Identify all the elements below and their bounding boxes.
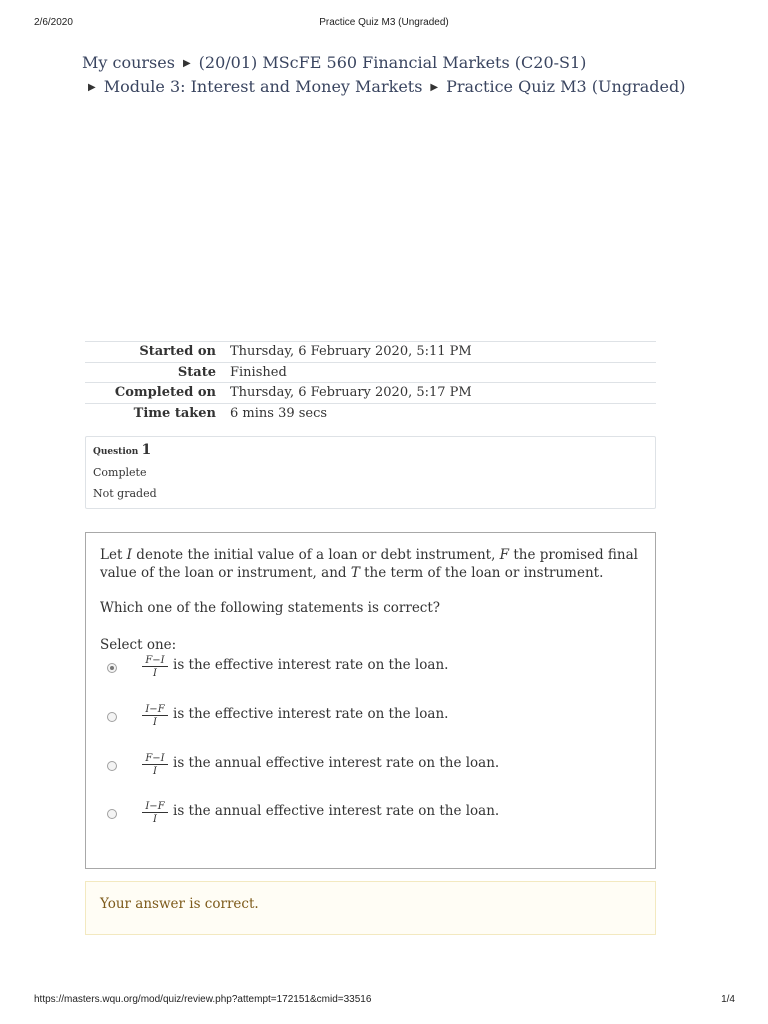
summary-row — [85, 403, 656, 423]
summary-label: Time taken — [85, 403, 230, 423]
breadcrumb-quiz[interactable]: Practice Quiz M3 (Ungraded) — [446, 77, 686, 96]
answer-option-1[interactable] — [106, 657, 626, 689]
fraction-formula — [142, 753, 168, 777]
radio-button[interactable] — [107, 761, 117, 771]
fraction-numerator: I−F — [142, 704, 168, 716]
summary-label: Completed on — [85, 383, 230, 404]
answer-text: is the annual effective interest rate on the loan. — [173, 755, 500, 771]
summary-value: Finished — [230, 362, 656, 383]
question-info-box — [85, 436, 656, 509]
breadcrumb-course[interactable]: (20/01) MScFE 560 Financial Markets (C20-S1) — [198, 53, 587, 72]
variable-term: T — [350, 565, 360, 581]
fraction-numerator: F−I — [142, 753, 168, 765]
feedback-text: Your answer is correct. — [100, 896, 259, 912]
fraction-formula — [142, 801, 168, 825]
question-grade: Not graded — [93, 487, 157, 500]
fraction-denominator: I — [153, 668, 157, 679]
summary-label: Started on — [85, 342, 230, 363]
print-title: Practice Quiz M3 (Ungraded) — [319, 17, 449, 28]
question-number — [93, 442, 151, 458]
summary-label: State — [85, 362, 230, 383]
question-prompt: Which one of the following statements is correct? — [100, 600, 441, 616]
fraction-numerator: F−I — [142, 655, 168, 667]
summary-row — [85, 383, 656, 404]
breadcrumb — [82, 52, 702, 100]
print-url: https://masters.wqu.org/mod/quiz/review.php?attempt=172151&cmid=33516 — [34, 994, 372, 1005]
print-page-number: 1/4 — [721, 994, 735, 1005]
fraction-formula — [142, 704, 168, 728]
summary-row — [85, 342, 656, 363]
radio-button-checked[interactable] — [107, 663, 117, 673]
summary-value: Thursday, 6 February 2020, 5:17 PM — [230, 383, 656, 404]
radio-button[interactable] — [107, 712, 117, 722]
summary-row — [85, 362, 656, 383]
feedback-box — [85, 881, 656, 935]
variable-final: F — [499, 547, 510, 563]
fraction-denominator: I — [153, 717, 157, 728]
question-text-part: the term of the loan or instrument. — [359, 565, 604, 581]
breadcrumb-separator-icon: ▶ — [430, 82, 439, 93]
radio-button[interactable] — [107, 809, 117, 819]
question-number-value: 1 — [141, 442, 152, 458]
answer-option-3[interactable] — [106, 755, 626, 787]
fraction-formula — [142, 655, 168, 679]
breadcrumb-separator-icon: ▶ — [182, 58, 191, 69]
fraction-denominator: I — [153, 814, 157, 825]
answer-option-4[interactable] — [106, 803, 626, 835]
answer-text: is the effective interest rate on the loan. — [173, 657, 449, 673]
question-label: Question — [93, 447, 139, 457]
question-state: Complete — [93, 466, 147, 479]
question-text-part: Let — [100, 547, 127, 563]
variable-initial: I — [126, 547, 133, 563]
answer-text: is the effective interest rate on the loan. — [173, 706, 449, 722]
select-one-label: Select one: — [100, 637, 177, 653]
breadcrumb-module[interactable]: Module 3: Interest and Money Markets — [103, 77, 423, 96]
breadcrumb-my-courses[interactable]: My courses — [82, 53, 175, 72]
question-text — [100, 546, 640, 582]
question-text-part: the promised final value of the loan or instrument, and — [100, 547, 638, 581]
print-date: 2/6/2020 — [34, 17, 73, 28]
fraction-numerator: I−F — [142, 801, 168, 813]
answer-option-2[interactable] — [106, 706, 626, 738]
answer-text: is the annual effective interest rate on the loan. — [173, 803, 500, 819]
summary-value: Thursday, 6 February 2020, 5:11 PM — [230, 342, 656, 363]
summary-value: 6 mins 39 secs — [230, 403, 656, 423]
question-text-part: denote the initial value of a loan or debt instrument, — [132, 547, 500, 563]
attempt-summary-table — [85, 341, 656, 423]
question-formulation — [85, 532, 656, 869]
breadcrumb-separator-icon: ▶ — [88, 82, 96, 93]
fraction-denominator: I — [153, 766, 157, 777]
